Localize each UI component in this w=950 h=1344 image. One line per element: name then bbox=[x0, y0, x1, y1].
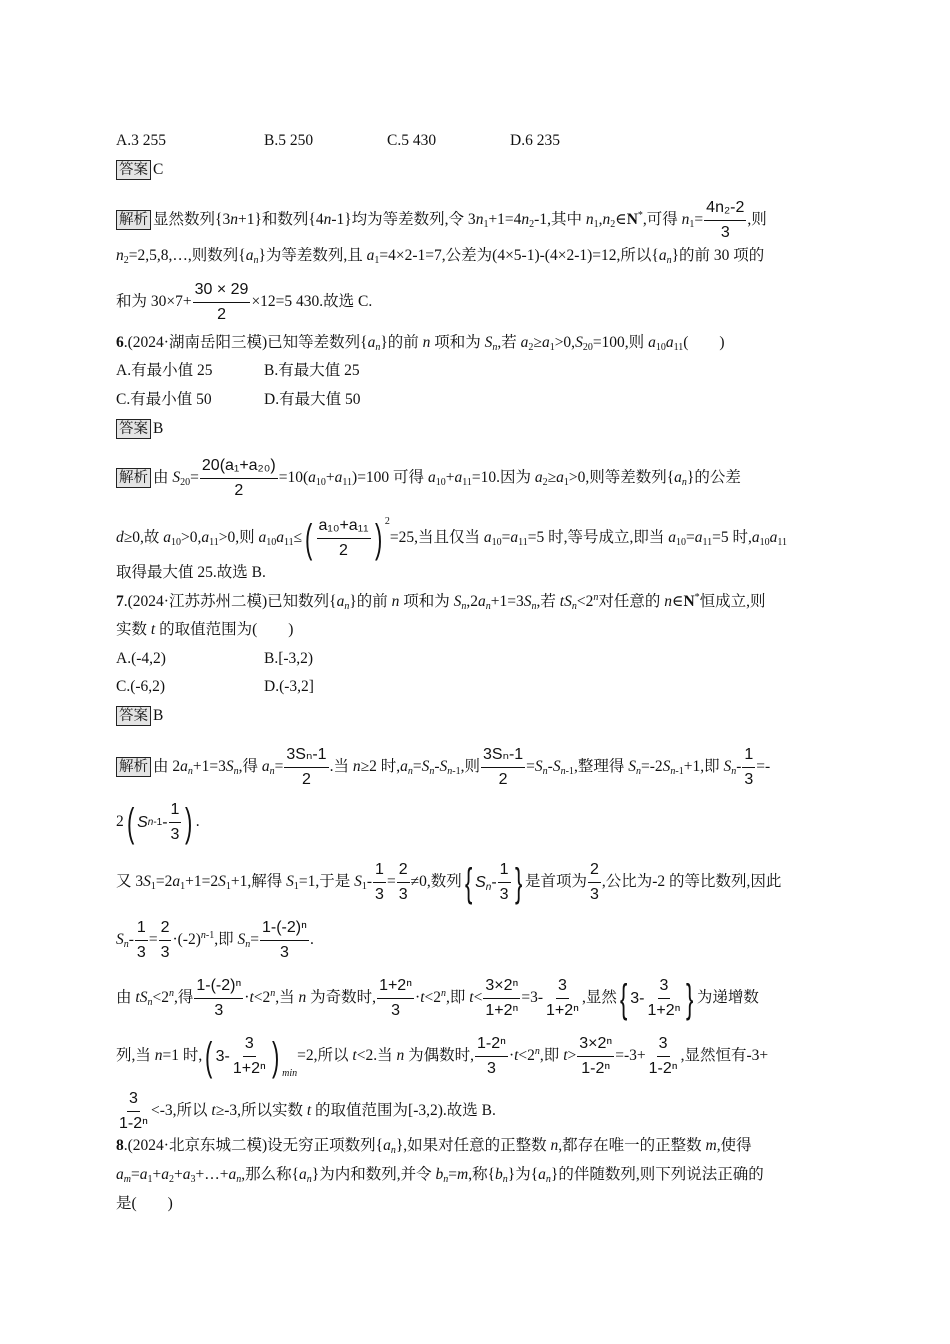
q7-analysis-line-6: 列,当 n=1 时, ( 3- 3 1+2ⁿ ) $_{min}$=2,所以 t<2.当 n 为偶数时, $\frac{\text{1-2ⁿ}}{3}$ $\cdot t<2^n$,即 t> $\frac{\text{3×2ⁿ}}{\text{1-2ⁿ}}$ =-3+ $\frac{3}{\text{1-2ⁿ}}$ ,显然恒有-3+ bbox=[116, 1034, 769, 1080]
q7-analysis-line-2: 2 ( S n-1 - 1 3 ) . bbox=[116, 800, 200, 845]
q7-answer: 答案 B bbox=[116, 706, 163, 726]
q6-option-b[interactable]: B.有最大值 25 bbox=[264, 362, 360, 379]
fraction: $\frac{\text{4n₂-2}}{3}$ bbox=[706, 199, 745, 241]
fraction: $\frac{\text{20(a₁+a₂₀)}}{2}$ bbox=[201, 457, 276, 499]
q8-stem-line-1: 8.(2024·北京东城二模)设无穷正项数列$\{a_n\}$,如果对任意的正整数 n,都存在唯一的正整数 m,使得 bbox=[116, 1137, 752, 1156]
q6-stem: 6.(2024·湖南岳阳三模)已知等差数列$\{a_n\}$的前 n 项和为 $S_n$,若 $a_2\ge a_1>0,S_{20}=100$,则 $a_{10}a_{11}$( ) bbox=[116, 334, 725, 353]
analysis-tag: 解析 bbox=[116, 210, 151, 230]
q7-option-b[interactable]: B.[-3,2) bbox=[264, 650, 314, 667]
answer-value: C bbox=[153, 161, 164, 178]
analysis-tag: 解析 bbox=[116, 757, 151, 777]
q7-analysis-line-1: 解析 由 $2a_n+1=3S_n$,得 $a_n=$ $\frac{\text{3Sₙ-1}}{2}$ .当 n≥2 时$,a_n=S_n-S_{n-1}$,则 $\frac{\text{3Sₙ-1}}{2}$ $=S_n-S_{n-1}$,整理得 $S_n=-2S_{n-1}+1$,即 $S_n-$ $\frac{1}{3}$ =- bbox=[116, 745, 770, 790]
q6-option-d[interactable]: D.有最大值 50 bbox=[264, 391, 361, 408]
q5-options bbox=[116, 131, 166, 151]
q8-stem-line-2: $a_m=a_1+a_2+a_3+\dots+a_n$,那么称$\{a_n\}$为内和数列,并令 $b_n=m$,称$\{b_n\}$为$\{a_n\}$的伴随数列,则下列说法正确的 bbox=[116, 1166, 764, 1185]
q5-analysis-line-1: 解析 显然数列{3n+1}和数列{4n-1}均为等差数列,令 $3n_1+1=4n_2-1$,其中 $n_1,n_2\in N^*$,可得 $n_1=$ $\frac{\text{4n₂-2}}{3}$ ,则 bbox=[116, 198, 767, 243]
q6-analysis-line-2: d≥0,故 $a_{10}>0,a_{11}>0$,则 $a_{10}a_{11}\le$ ( a₁₀+a₁₁ 2 ) $^2$=25,当且仅当 $a_{10}=a_{11}=5$ 时,等号成立,即当 $a_{10}=a_{11}=5$ 时$,a_{10}a_{11}$ bbox=[116, 516, 787, 561]
q7-analysis-line-3: 又 $3S_1=2a_1+1=2S_1+1$,解得 $S_1=1$,于是 $S_1-$ $\frac{1}{3}$ = $\frac{2}{3}$ ≠0,数列 { $S_n$ - 1 3 } 是首项为 $\frac{2}{3}$ ,公比为-2 的等比数列,因此 bbox=[116, 860, 782, 905]
q7-analysis-line-7: $\frac{3}{\text{1-2ⁿ}}$ <-3,所以 t≥-3,所以实数 t 的取值范围为[-3,2).故选 B. bbox=[119, 1090, 496, 1132]
fraction: $\frac{30 \times 29}{2}$ bbox=[194, 281, 249, 323]
q6-answer: 答案 B bbox=[116, 419, 163, 439]
q5-option-b[interactable]: B.5 250 bbox=[264, 132, 314, 149]
q8-stem-line-3: 是( ) bbox=[116, 1195, 173, 1212]
q6-analysis-line-3: 取得最大值 25.故选 B. bbox=[116, 564, 266, 581]
answer-tag: 答案 bbox=[116, 419, 151, 439]
q5-analysis-line-3: 和为 30×7+ $\frac{30 \times 29}{2}$ ×12=5 430.故选 C. bbox=[116, 281, 373, 323]
q5-answer bbox=[116, 160, 163, 180]
q7-option-c[interactable]: C.(-6,2) bbox=[116, 678, 166, 695]
q6-analysis-line-1: 解析 由 $S_{20}=$ $\frac{\text{20(a₁+a₂₀)}}{2}$ $=10(a_{10}+a_{11})=100$ 可得 $a_{10}+a_{11}=10$.因为 $a_2\ge a_1>0$,则等差数列$\{a_n\}$的公差 bbox=[116, 456, 741, 501]
q7-stem-line-2: 实数 t 的取值范围为( ) bbox=[116, 621, 294, 638]
q7-option-a[interactable]: A.(-4,2) bbox=[116, 650, 166, 667]
answer-tag: 答案 bbox=[116, 160, 151, 180]
answer-tag: 答案 bbox=[116, 706, 151, 726]
q6-option-a[interactable]: A.有最小值 25 bbox=[116, 362, 213, 379]
q7-stem: 7.(2024·江苏苏州二模)已知数列$\{a_n\}$的前 n 项和为 $S_n,2a_n+1=3S_n$,若 $tS_n<2^n$对任意的 n∈N*恒成立,则 bbox=[116, 592, 766, 612]
q5-option-d[interactable]: D.6 235 bbox=[510, 132, 560, 149]
analysis-tag: 解析 bbox=[116, 468, 151, 488]
q7-option-d[interactable]: D.(-3,2] bbox=[264, 678, 314, 695]
q5-option-c[interactable]: C.5 430 bbox=[387, 132, 437, 149]
q7-analysis-line-5: 由 $tS_n<2^n$,得 $\frac{\text{1-(-2)ⁿ}}{3}$ $\cdot t<2^n$,当 n 为奇数时, $\frac{\text{1+2ⁿ}}{3}$ $\cdot t<2^n$,即 t< $\frac{\text{3×2ⁿ}}{\text{1+2ⁿ}}$ =3- $\frac{3}{\text{1+2ⁿ}}$ ,显然 { 3- 3 1+2ⁿ } 为递增数 bbox=[116, 976, 759, 1021]
q7-analysis-line-4: $S_n-$ $\frac{1}{3}$ = $\frac{2}{3}$ $\cdot(-2)^{n-1}$,即 $S_n=$ $\frac{\text{1-(-2)ⁿ}}{3}$ . bbox=[116, 919, 314, 961]
q5-option-a[interactable]: A.3 255 bbox=[116, 132, 166, 149]
q6-option-c[interactable]: C.有最小值 50 bbox=[116, 391, 212, 408]
q5-analysis-line-2: $n_2=2,5,8,\dots$,则数列$\{a_n\}$为等差数列,且 $a_1=4\times 2-1=7$,公差为(4×5-1)-(4×2-1)=12,所以$\{a_n\}$的前 30 项的 bbox=[116, 247, 765, 266]
